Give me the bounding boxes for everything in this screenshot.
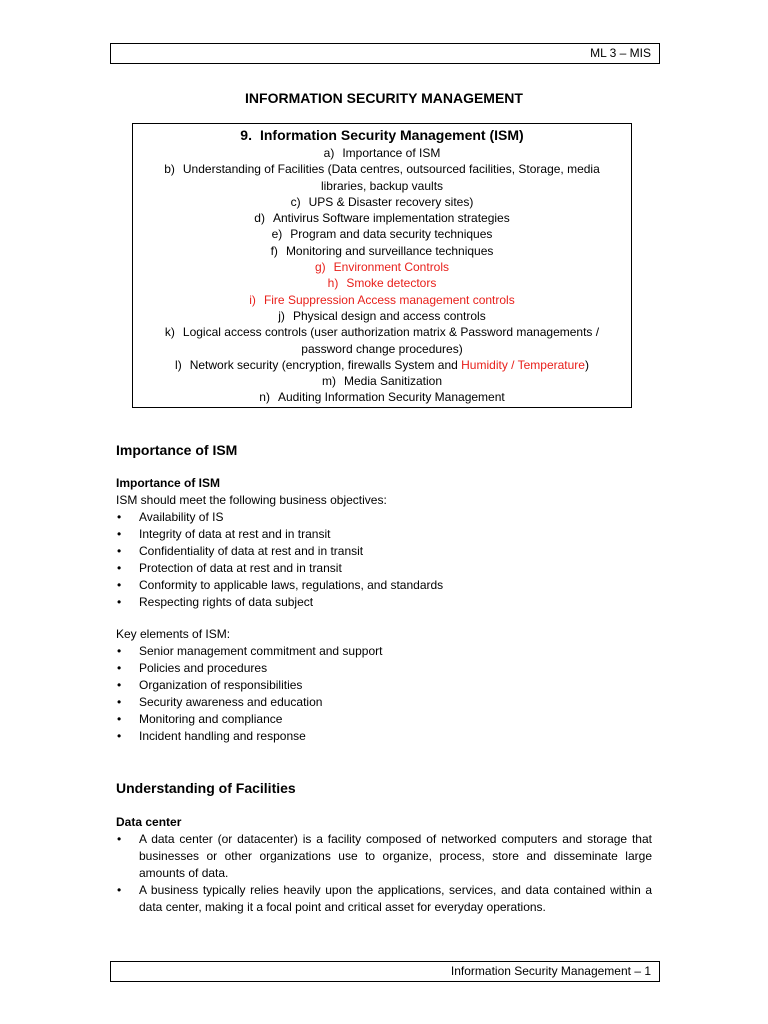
data-center-list (116, 831, 652, 916)
list-item: • A business typically relies heavily upon the applications, services, and data contained within a data center, making it a focal point and critical asset for everyday operations. (116, 882, 652, 916)
page-footer (110, 961, 660, 982)
header-text: ML 3 – MIS (590, 46, 651, 60)
list-item: • Incident handling and response (116, 728, 652, 745)
list-item: • Policies and procedures (116, 660, 652, 677)
list-item: • Respecting rights of data subject (116, 594, 652, 611)
list-item: • Availability of IS (116, 509, 652, 526)
topic-item: a) Importance of ISM (323, 146, 441, 160)
topics-heading-number: 9. (240, 127, 252, 143)
list-item: • A data center (or datacenter) is a facility composed of networked computers and storage that businesses or other organizations use to organize, process, store and disseminate large amounts of data. (116, 831, 652, 882)
list-item: • Protection of data at rest and in transit (116, 560, 652, 577)
list-item: • Monitoring and compliance (116, 711, 652, 728)
topic-item: j) Physical design and access controls (278, 308, 486, 323)
document-title: INFORMATION SECURITY MANAGEMENT (245, 90, 523, 106)
list-item: • Integrity of data at rest and in transit (116, 526, 652, 543)
importance-section (116, 441, 652, 745)
list-item: • Conformity to applicable laws, regulations, and standards (116, 577, 652, 594)
section-heading: Understanding of Facilities (116, 780, 296, 796)
topic-item: k) Logical access controls (user authorization matrix & Password managements / password change procedures) (164, 325, 600, 356)
list-item: • Organization of responsibilities (116, 677, 652, 694)
facilities-section (116, 779, 652, 916)
subsection-heading: Data center (116, 815, 182, 829)
list-item: • Confidentiality of data at rest and in transit (116, 543, 652, 560)
topic-item-highlighted: i) Fire Suppression Access management controls (249, 292, 515, 307)
topic-item: m) Media Sanitization (321, 374, 443, 389)
topics-box (132, 123, 632, 408)
list-item: • Senior management commitment and support (116, 643, 652, 660)
topic-item: n) Auditing Information Security Management (259, 390, 505, 405)
section-heading: Importance of ISM (116, 442, 238, 458)
topic-item: d) Antivirus Software implementation strategies (254, 211, 510, 226)
page-header (110, 43, 660, 64)
subsection-heading: Importance of ISM (116, 476, 221, 490)
objectives-intro: ISM should meet the following business objectives: (116, 493, 387, 507)
topics-heading-text: Information Security Management (ISM) (259, 127, 524, 143)
topic-highlight-text: Humidity / Temperature (461, 357, 585, 372)
topic-item: l) Network security (encryption, firewalls System and Humidity / Temperature) (175, 357, 589, 372)
topics-heading (133, 126, 631, 145)
key-elements-list (116, 643, 652, 745)
topic-item: e) Program and data security techniques (271, 227, 493, 242)
topic-item-highlighted: h) Smoke detectors (327, 276, 437, 291)
list-item: • Security awareness and education (116, 694, 652, 711)
topic-item: c) UPS & Disaster recovery sites) (290, 194, 474, 209)
objectives-list (116, 509, 652, 611)
topic-item-highlighted: g) Environment Controls (314, 260, 450, 275)
key-elements-intro: Key elements of ISM: (116, 627, 231, 641)
topic-item: f) Monitoring and surveillance techniques (270, 243, 494, 258)
footer-text: Information Security Management – 1 (450, 964, 651, 978)
topic-item: b) Understanding of Facilities (Data centres, outsourced facilities, Storage, media libraries, backup vaults (164, 162, 600, 193)
